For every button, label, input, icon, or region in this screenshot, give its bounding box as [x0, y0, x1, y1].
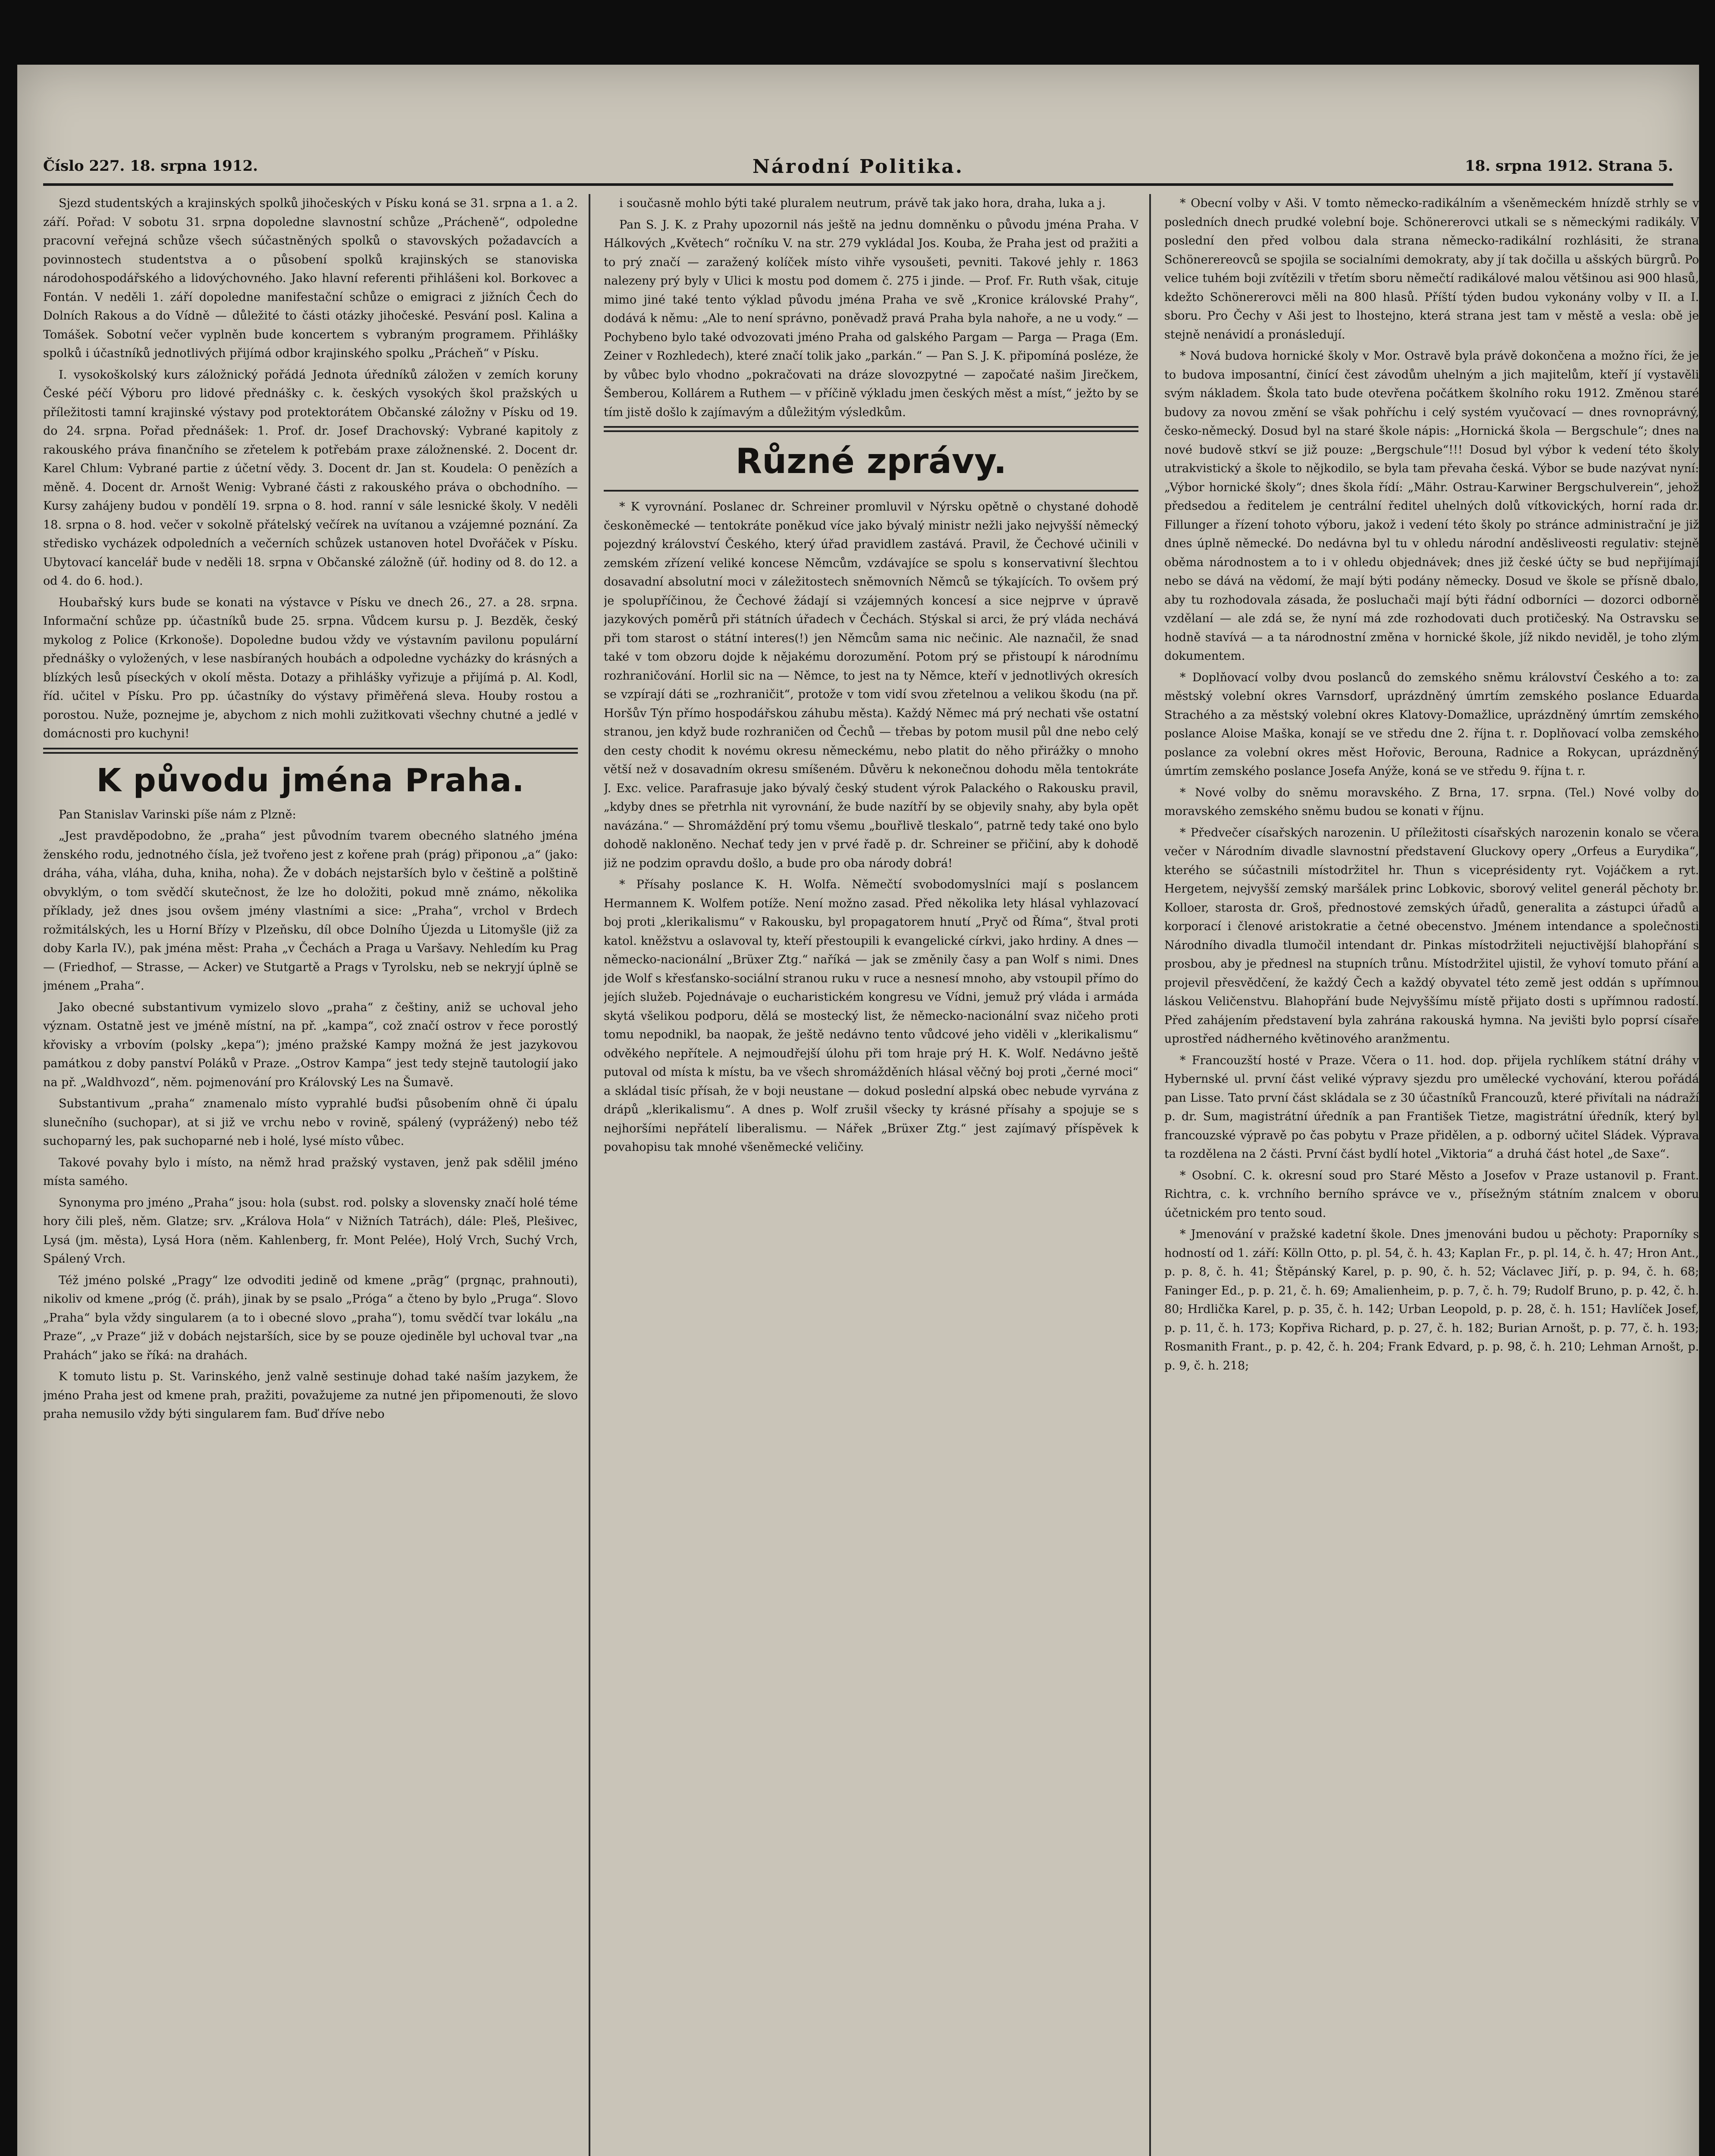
article-emperor-birthday: * Předvečer císařských narozenin. U příležitosti císařských narozenin konalo se včera večer v Národním divadle slavnostní představení Gluckovy opery „Orfeus a Eurydika“, kterého se súčastnili místodržitel hr. Thun s viceprésidenty ryt. Vojáčkem a ryt. Hergetem, nejvyšší zemský maršálek princ Lobkovic, sborový velitel generál pěchoty br. Kolloer, starosta dr. Groš, přednostové zemských úřadů, generalita a zástupci úřadů a korporací i členové aristokratie a četné obecenstvo. Jménem intendance a společnosti Národního divadla tlumočil intendant dr. Pinkas místodržiteli nejuctivější blahopřání s prosbou, aby je přednesl na stupních trůnu. Místodržitel ujistil, že vyhoví tomuto přání a projevil přesvědčení, že každý Čech a každý obyvatel této země jest oddán s upřímnou láskou Veličenstvu. Blahopřání bude Nejvyššímu místě přijato dosti s upřímnou radostí. Před zahájením představení byla zahrána rakouská hymna. Na jevišti bylo poprsí císaře uprostřed nádherného květinového aranžmentu. — [1164, 826, 1699, 1046]
heading-various-news: Různé zprávy. — [735, 441, 1007, 481]
article-french-guests: * Francouzští hosté v Praze. Včera o 11. hod. dop. přijela rychlíkem státní dráhy v Hybernské ul. první část veliké výpravy sjezdu pro umělecké vychování, kterou pořádá pan Lisse. Tato první část skládala se z 30 účastníků Francouzů, které přivítali na nádraží p. dr. Sum, magistrátní úředník a pan František Tietze, magistrátní úředník, který byl francouzské výpravě po čas pobytu v Praze přidělen, a p. odborný učitel Sládek. Výprava ta rozdělena na 2 části. První část bydlí hotel „Viktoria“ a druhá část hotel „de Saxe“. — [1164, 1053, 1699, 1161]
masthead-title: Národní Politika. — [752, 156, 964, 178]
article-mushroom-course: Houbařský kurs bude se konati na výstavce v Písku ve dnech 26., 27. a 28. srpna. Informační schůze pp. účastníků bude 25. srpna. Vůdcem kursu p. J. Bezděk, český mykolog z Police (Krkonoše). Dopoledne budou vždy ve výstavním pavilonu populární přednášky o vyložených, v lese nasbíraných houbách a odpoledne vycházky do krásných a blízkých lesů píseckých v okolí města. Dotazy a přihlášky vyřizuje a přijímá p. Al. Kodl, říd. učitel v Písku. Pro pp. účastníky do výstavy přiměřená sleva. Houby rostou a porostou. Nuže, poznejme je, abychom z nich mohli zužitkovati všechny chutné a jedlé v domácnosti pro kuchyni! — [43, 595, 578, 740]
article-moravian-elections: * Nové volby do sněmu moravského. Z Brna, 17. srpna. (Tel.) Nové volby do moravského zemského sněmu budou se konati v říjnu. — [1164, 786, 1699, 818]
paragraph: Substantivum „praha“ znamenalo místo vyprahlé buďsi působením ohně či úpalu slunečního (suchopar), at si již ve vrchu nebo v rovině, spálený (vyprážený) nebo též suchoparný les, pak suchoparné neb i holé, lysé místo vůbec. — [43, 1097, 578, 1148]
paragraph: „Jest pravděpodobno, že „praha“ jest původním tvarem obecného slatného jména ženského rodu, jednotného čísla, jež tvořeno jest z kořene prah (prág) připonou „a“ (jako: dráha, váha, vláha, duha, kniha, noha). Že v dobách nejstarších bylo v češtině a polštině obvyklým, o tom svědčí skutečnost, že lze ho doložiti, pokud mně známo, několika příklady, jež dnes jsou ovšem jmény vlastními a sice: „Praha“, vrchol v Brdech rožmitálských, les u Horní Břízy v Plzeňsku, díl obce Dolního Újezda u Litomyšle (již za doby Karla IV.), pak jména měst: Praha „v Čechách a Praga u Varšavy. Nehledím ku Prag — (Friedhof, — Strasse, — Acker) ve Stutgartě a Prags v Tyrolsku, neb se nekryjí úplně se jménem „Praha“. — [43, 829, 578, 993]
article-personal: * Osobní. C. k. okresní soud pro Staré Město a Josefov v Praze ustanovil p. Frant. Richtra, c. k. vrchního berního správce ve v., přísežným státním znalcem v oboru účetnickém pro tento soud. — [1164, 1169, 1699, 1220]
column-3 — [1164, 194, 1699, 2156]
paragraph: i současně mohlo býti také pluralem neutrum, právě tak jako hora, draha, luka a j. — [619, 197, 1106, 210]
paragraph: Pan Stanislav Varinski píše nám z Plzně: — [59, 808, 296, 821]
column-divider — [589, 194, 590, 2156]
article-settlement: * K vyrovnání. Poslanec dr. Schreiner promluvil v Nýrsku opětně o chystané dohodě českoněmecké — tentokráte poněkud více jako bývalý ministr nežli jako nejvyšší německý pojezdný království Českého, který úřad pravidlem zastává. Pravil, že Čechové učinili v zemském zřízení veliké koncese Němcům, vzdávajíce se spolu s konservativní šlechtou dosavadní absolutní moci v záležitostech sněmovních Němců se týkajících. To ovšem prý je spolupříčinou, že Čechové žádají si vzájemných koncesí a sice nejprve v úpravě jazykových poměrů při státních úřadech v Čechách. Stýskal si arci, že prý vláda nechává při tom starost o státní interes(!) jen Němcům sama nic nečinic. Ale naznačil, že snad také v tom obzoru dojde k nějakému dorozumění. Potom prý se přistoupí k národnímu rozhraničování. Horlil sic na — Němce, to jest na ty Němce, kteří v jednotlivých okresích se vzpírají dáti se „rozhraničit“, protože v tom vidí svou zřetelnou a velikou škodu (na př. Horšův Týn přímo hospodářskou záhubu města). Každý Němec má prý nechati vše ostatní stranou, jen když bude rozhraničen od Čechů — třebas by potom musil půl dne nebo celý den cesty chodit k novému okresu německému, nebo platit do něho přirážky o mnoho větší než v dosavadním okresu smíšeném. Důvěru k nekonečnou dohodu měla tentokráte J. Exc. velice. Parafrasuje jako bývalý český student výrok Palackého o Rakousku pravil, „kdyby dnes se přetrhla nit vyrovnání, že bude nazítří by se objevily snahy, aby byla opět navázána.“ — Shromáždění prý tomu všemu „bouřlivě tleskalo“, patrně tedy také ono bylo dohodě nakloněno. Nechať tedy jen v prvé řadě p. dr. Schreiner se přičiní, aby k dohodě již ne podzim opravdu došlo, a bude pro oba národy dobrá! — [604, 500, 1138, 870]
article-mining-school: * Nová budova hornické školy v Mor. Ostravě byla právě dokončena a možno říci, že je to budova imposantní, činící čest závodům uhelným a jich majitelům, kteří jí vystavěli svým nákladem. Škola tato bude otevřena počátkem školního roku 1912. Změnou staré budovy za novou změní se však pohříchu i celý systém vyučovací — dnes rovnoprávný, česko-německý. Dosud byl na staré škole nápis: „Hornická škola — Bergschule“; dnes na nové budově stkví se již pouze: „Bergschule“!!! Dosud byl výbor k vedení této školy utrakvistický a škole to nějkodilo, se byla tam převaha česká. Výbor se bude nazývat nyní: „Výbor hornické školy“; dnes škola řídí: „Mähr. Ostrau-Karwiner Bergschulverein“, jehož předsedou a ředitelem je centrální ředitel uhelných dolů vítkovických, horní rada dr. Fillunger a řízení tohoto výboru, jakož i vedení této školy po stránce administrační je již dnes úplně německé. Do nedávna byl tu v ohledu národní anděsliveosti regulativ: stejně oběma národnostem a to i v ohledu objednávek; dnes již české účty se bud nepřijímají nebo se dává na vědomí, že mají býti podány německy. Dosud ve škole se přísně dbalo, aby tu rozhodovala zásada, že posluchači mají býti řádní odborníci — dozorci odborně vzdělaní — ale zdá se, že nyní má zde rozhodovati duch protičeský. Na Ostravsku se hodně stavívá — a ta národnostní změna v hornické škole, jíž nikdo neviděl, je toho zlým dokumentem. — [1164, 349, 1699, 663]
article-cadet-school: * Jmenování v pražské kadetní škole. Dnes jmenováni budou u pěchoty: Praporníky s hodností od 1. září: Kölln Otto, p. pl. 54, č. h. 43; Kaplan Fr., p. pl. 14, č. h. 47; Hron Ant., p. p. 8, č. h. 41; Štěpánský Karel, p. p. 90, č. h. 52; Václavec Jiří, p. p. 94, č. h. 68; Faninger Ed., p. p. 21, č. h. 69; Amalienheim, p. p. 7, č. h. 79; Rudolf Bruno, p. p. 42, č. h. 80; Hrdlička Karel, p. p. 35, č. h. 142; Urban Leopold, p. p. 28, č. h. 151; Havlíček Josef, p. p. 11, č. h. 173; Kopřiva Richard, p. p. 27, č. h. 182; Burian Arnošt, p. p. 77, č. h. 193; Rosmanith Frant., p. p. 42, č. h. 204; Frank Edvard, p. p. 98, č. h. 210; Lehman Arnošt, p. p. 9, č. h. 218; — [1164, 1228, 1699, 1373]
article-by-elections: * Doplňovací volby dvou poslanců do zemského sněmu království Českého a to: za městský volební okres Varnsdorf, uprázdněný úmrtím zemského poslance Eduarda Strachého a za městský volební okres Klatovy-Domažlice, uprázdněný úmrtím zemského poslance Aloise Maška, konají se ve středu dne 2. října t. r. Doplňovací volba zemského poslance za volební okres měst Hořovic, Berouna, Radnice a Rokycan, uprázdněný úmrtím zemského poslance Josefa Anýže, koná se ve středu 9. října t. r. — [1164, 671, 1699, 778]
paragraph: Pan S. J. K. z Prahy upozornil nás ještě na jednu domněnku o původu jména Praha. V Hálkových „Květech“ ročníku V. na str. 279 vykládal Jos. Kouba, že Praha jest od pražiti a to prý značí — zaražený kolíček místo vihře vysoušeti, pevniti. Takové jehly r. 1863 nalezeny prý byly v Ulici k mostu pod domem č. 275 i jinde. — Prof. Fr. Ruth však, cituje mimo jiné také tento výklad původu jména Praha ve svě „Kronice královské Prahy“, dodává k němu: „Ale to není správno, poněvadž pravá Praha byla nahoře, a ne u vody.“ — Pochybeno bylo také odvozovati jméno Praha od galského Pargam — Parga — Praga (Em. Zeiner v Rozhledech), které značí tolik jako „parkán.“ — Pan S. J. K. připomíná posléze, že by vůbec bylo vhodno „pokračovati na dráze slovozpytné — započaté našim Jirečkem, Šemberou, Kollárem a Ruthem — v příčině výkladu jmen českých měst a míst,“ ježto by se tím jistě došlo k zajímavým a důležitým výsledkům. — [604, 218, 1138, 419]
heading-origin-of-praha: K původu jména Praha. — [96, 761, 525, 799]
article-columns — [43, 194, 1699, 2156]
paragraph: Též jméno polské „Pragy“ lze odvoditi jedině od kmene „prāg“ (prgnąc, prahnouti), nikoliv od kmene „próg (č. práh), jinak by se psalo „Próga“ a čteno by bylo „Pruga“. Slovo „Praha“ byla vždy singularem (a to i obecné slovo „praha“), tomu svědčí tvar lokálu „na Praze“, „v Praze“ již v dobách nejstarších, sice by se pouze ojediněle byl uchoval tvar „na Prahách“ jako se říká: na drahách. — [43, 1273, 578, 1362]
column-2 — [604, 194, 1138, 2156]
date-and-page: 18. srpna 1912. Strana 5. — [1465, 157, 1673, 175]
issue-number: Číslo 227. 18. srpna 1912. — [43, 157, 258, 175]
paragraph: Synonyma pro jméno „Praha“ jsou: hola (subst. rod. polsky a slovensky značí holé téme hory čili pleš, něm. Glatze; srv. „Králova Hola“ v Nižních Tatrách), dále: Pleš, Plešivec, Lysá (jm. města), Lysá Hora (něm. Kahlenberg, fr. Mont Pelée), Holý Vrch, Suchý Vrch, Spálený Vrch. — [43, 1196, 578, 1266]
section-divider — [43, 748, 578, 754]
article-as-elections: * Obecní volby v Aši. V tomto německo-radikálním a všeněmeckém hnízdě strhly se v posledních dnech prudké volební boje. Schönererovci utkali se s německými radikály. V poslední den před volbou dala strana německo-radikální rozhlásiti, že strana Schönerereovců se spojila se socialními demokraty, aby jí tak dočilla u ašských bürgrů. Po velice tuhém boji zvítězili v třetím sboru němečtí radikálové malou většinou asi 900 hlasů, kdežto Schönererovci měli na 800 hlasů. Příští týden budou vykonány volby v II. a I. sboru. Pro Čechy v Aši jest to lhostejno, která strana jest tam v městě a vesla: obě je stejně nenávidí a pronásledují. — [1164, 197, 1699, 342]
column-1 — [43, 194, 578, 2156]
paragraph: Takové povahy bylo i místo, na němž hrad pražský vystaven, jenž pak sdělil jméno místa samého. — [43, 1156, 578, 1188]
section-divider — [604, 490, 1138, 492]
paragraph: Jako obecné substantivum vymizelo slovo „praha“ z češtiny, aniž se uchoval jeho význam. Ostatně jest ve jméně místní, na př. „kampa“, což značí ostrov v řece porostlý křovisky a vrbovím (polsky „kepa“); jméno pražské Kampy možná že jest jazykovou památkou z doby panství Poláků v Praze. „Ostrov Kampa“ jest tedy stejně tautologií jako na př. „Waldhvozd“, něm. pojmenování pro Královský Les na Šumavě. — [43, 1000, 578, 1089]
article-savings-course: I. vysokoškolský kurs záložnický pořádá Jednota úředníků záložen v zemích koruny České péčí Výboru pro lidové přednášky c. k. českých vysokých škol pražských u příležitosti tamní krajinské výstavy pod protektorátem Občanské záložny v Písku od 19. do 24. srpna. Pořad přednášek: 1. Prof. dr. Josef Drachovský: Vybrané kapitoly z rakouského práva finančního se zřetelem k potřebám praxe záložnenské. 2. Docent dr. Karel Chlum: Vybrané partie z účetní vědy. 3. Docent dr. Jan st. Koudela: O penězích a měně. 4. Docent dr. Arnošt Wenig: Vybrané části z rakouského práva o obchodního. — Kursy zahájeny budou v pondělí 19. srpna o 8. hod. ranní v sále lesnické školy. V neděli 18. srpna o 8. hod. večer v sokolně přátelský večírek na uvítanou a vzájemné poznání. Za středisko vycházek odpoledních a večerních schůzek ustanoven hotel Dvořáček v Písku. Ubytovací kancelář bude v neděli 18. srpna v Občanské záložně (úř. hodiny od 8. do 12. a od 4. do 6. hod.). — [43, 368, 578, 588]
page-header — [43, 153, 1673, 186]
paragraph: K tomuto listu p. St. Varinského, jenž valně sestinuje dohad také naším jazykem, že jméno Praha jest od kmene prah, pražiti, považujeme za nutné jen připomenouti, že slovo praha nemusilo vždy býti singularem fam. Buď dříve nebo — [43, 1370, 578, 1421]
article-wolf-oaths: * Přísahy poslance K. H. Wolfa. Němečtí svobodomyslníci mají s poslancem Hermannem K. Wolfem potíže. Není možno zasad. Před několika lety hlásal vyhlazovací boj proti „klerikalismu“ v Rakousku, byl propagatorem hnutí „Pryč od Říma“, štval proti katol. kněžstvu a oslavoval ty, kteří přestoupili k evangelické církvi, jako hrdiny. A dnes — německo-nacionální „Brüxer Ztg.“ naříká — jak se změnily časy a pan Wolf s nimi. Dnes jde Wolf s křesťansko-sociální stranou ruku v ruce a nesnesí mnoho, aby vstoupil přímo do jejích služeb. Pojednávaje o eucharistickém kongresu ve Vídni, jemuž prý vláda i armáda skytá všelikou podporu, dělá se mostecký list, že německo-nacionální svaz ničeho proti tomu nepodnikl, ba naopak, že ještě nedávno tento vůdcové jeho viděli v „klerikalismu“ odvěkého nepřítele. A nejmoudřejší úlohu při tom hraje prý H. K. Wolf. Nedávno ještě putoval od místa k místu, ba ve všech shromážděních hlásal věčný boj proti „černé moci“ a skládal tisíc přísah, že v boji neustane — dokud poslední alpská obec nebude vyrvána z drápů „klerikalismu“. A dnes p. Wolf zrušil všecky ty krásné přísahy a spojuje se s nejhoršími nepřátelí liberalismu. — Nářek „Brüxer Ztg.“ jest zajímavý příspěvek k povahopisu tak mnohé všeněmecké veličiny. — [604, 878, 1138, 1154]
column-divider — [1149, 194, 1151, 2156]
newspaper-page — [17, 65, 1699, 2156]
article-student-congress: Sjezd studentských a krajinských spolků jihočeských v Písku koná se 31. srpna a 1. a 2. září. Pořad: V sobotu 31. srpna dopoledne slavnostní schůze „Prácheně“, odpoledne pracovní veřejná schůze všech súčastněných spolků o stavovských požadavcích a povinnostech studentstva a o působení spolků krajinských se stanoviska národohospodářského a lidovýchovného. Jako hlavní referenti přihlášeni kol. Borkovec a Fontán. V neděli 1. září dopoledne manifestační schůze o emigraci z jižních Čech do Dolních Rakous a do Vídně — důležité to části otázky jihočeské. Pesvání posl. Kalina a Tomášek. Sobotní večer vyplněn bude koncertem s vybraným programem. Přihlášky spolků i účastníků jednotlivých přijímá odbor krajinského spolku „Prácheň“ v Písku. — [43, 197, 578, 360]
section-divider — [604, 426, 1138, 432]
